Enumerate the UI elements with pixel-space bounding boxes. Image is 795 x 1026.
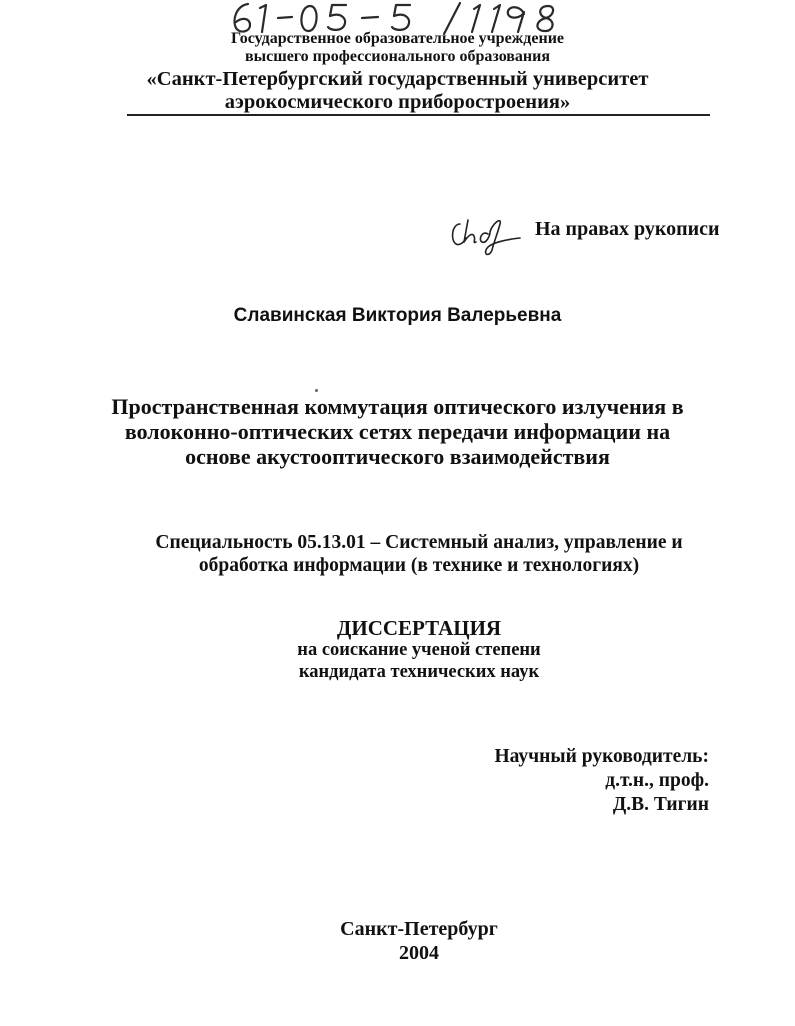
scan-speck [315,389,318,392]
thesis-title-line-2: волоконно-оптических сетях передачи информации на [124,419,671,444]
specialty-line-1: Специальность 05.13.01 – Системный анализ, управление и [155,532,683,553]
year: 2004 [399,942,439,964]
dissertation-heading: ДИССЕРТАЦИЯ [336,616,502,640]
author-name: Славинская Виктория Валерьевна [233,305,562,326]
degree-line-2: кандидата технических наук [298,662,540,682]
thesis-title-line-3: основе акустооптического взаимодействия [185,444,610,469]
supervisor-label: Научный руководитель: [494,746,709,767]
degree-line-1: на соискание ученой степени [297,640,541,660]
institution-line-1: Государственное образовательное учреждение [230,30,565,47]
city: Санкт-Петербург [340,918,498,940]
supervisor-name: Д.В. Тигин [612,794,709,815]
institution-line-4: аэрокосмического приборостроения» [224,91,571,113]
specialty-line-2: обработка информации (в технике и технологиях) [198,555,640,576]
institution-line-3: «Санкт-Петербургский государственный университет [146,68,649,90]
signature-mark [446,210,526,260]
manuscript-rights-note: На правах рукописи [535,218,720,240]
header-divider [127,114,710,116]
supervisor-degree: д.т.н., проф. [605,770,709,791]
institution-line-2: высшего профессионального образования [244,48,551,65]
thesis-title-line-1: Пространственная коммутация оптического излучения в [111,394,684,419]
